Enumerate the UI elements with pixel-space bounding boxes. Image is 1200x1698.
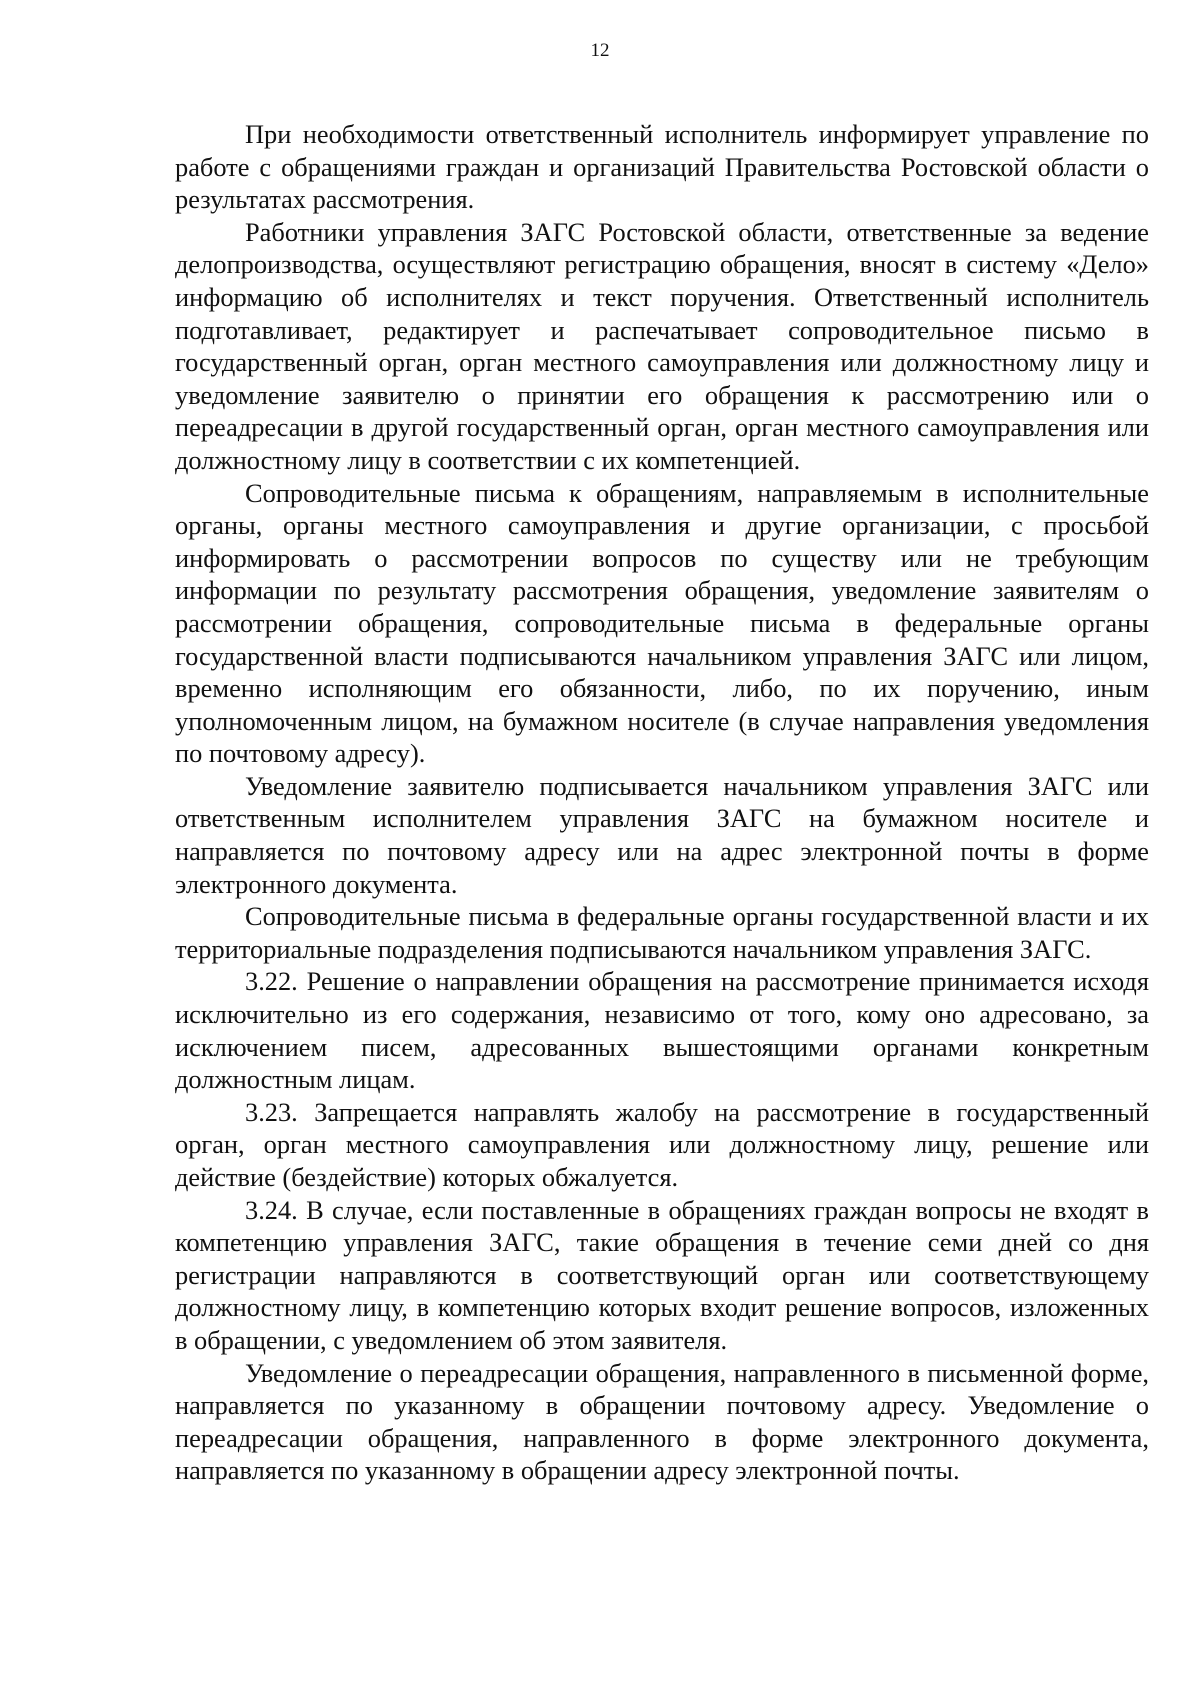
paragraph-clause-3-22: 3.22. Решение о направлении обращения на рассмотрение принимается исходя исключительно из его содержания, независимо от того, кому оно адресовано, за исключением писем, адресованных вышестоящими органами конкретным должностным лицам.	[175, 966, 1149, 1095]
paragraph: Уведомление о переадресации обращения, направленного в письменной форме, направляется по указанному в обращении почтовому адресу. Уведомление о переадресации обращения, направленного в форме электронного документа, направляется по указанному в обращении адресу электронной почты.	[175, 1357, 1149, 1486]
document-body	[175, 118, 1149, 1487]
paragraph: Работники управления ЗАГС Ростовской области, ответственные за ведение делопроизводства, осуществляют регистрацию обращения, вносят в систему «Дело» информацию об исполнителях и текст поручения. Ответственный исполнитель подготавливает, редактирует и распечатывает сопроводительное письмо в государственный орган, орган местного самоуправления или должностному лицу и уведомление заявителю о принятии его обращения к рассмотрению или о переадресации в другой государственный орган, орган местного самоуправления или должностному лицу в соответствии с их компетенцией.	[175, 216, 1149, 475]
paragraph: При необходимости ответственный исполнитель информирует управление по работе с обращениями граждан и организаций Правительства Ростовской области о результатах рассмотрения.	[175, 119, 1149, 215]
paragraph-clause-3-24: 3.24. В случае, если поставленные в обращениях граждан вопросы не входят в компетенцию управления ЗАГС, такие обращения в течение семи дней со дня регистрации направляются в соответствующий орган или соответствующему должностному лицу, в компетенцию которых входит решение вопросов, изложенных в обращении, с уведомлением об этом заявителя.	[175, 1194, 1149, 1355]
paragraph: Уведомление заявителю подписывается начальником управления ЗАГС или ответственным исполнителем управления ЗАГС на бумажном носителе и направляется по почтовому адресу или на адрес электронной почты в форме электронного документа.	[175, 770, 1149, 899]
page-number: 12	[590, 40, 610, 61]
paragraph: Сопроводительные письма в федеральные органы государственной власти и их территориальные подразделения подписываются начальником управления ЗАГС.	[175, 901, 1149, 964]
paragraph: Сопроводительные письма к обращениям, направляемым в исполнительные органы, органы местного самоуправления и другие организации, с просьбой информировать о рассмотрении вопросов по существу или не требующим информации по результату рассмотрения обращения, уведомление заявителям о рассмотрении обращения, сопроводительные письма в федеральные органы государственной власти подписываются начальником управления ЗАГС или лицом, временно исполняющим его обязанности, либо, по их поручению, иным уполномоченным лицом, на бумажном носителе (в случае направления уведомления по почтовому адресу).	[175, 477, 1149, 769]
paragraph-clause-3-23: 3.23. Запрещается направлять жалобу на рассмотрение в государственный орган, орган местного самоуправления или должностному лицу, решение или действие (бездействие) которых обжалуется.	[175, 1096, 1149, 1192]
